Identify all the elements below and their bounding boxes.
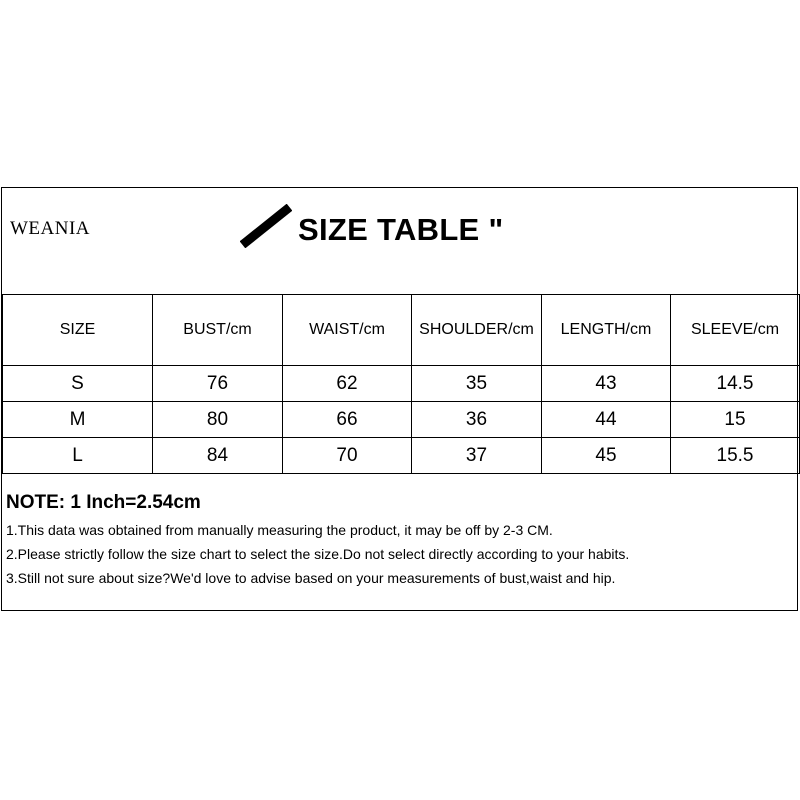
table-cell: 80 — [153, 402, 283, 438]
table-header-row — [3, 295, 800, 366]
table-cell: 43 — [542, 366, 671, 402]
page-title: SIZE TABLE " — [298, 212, 504, 247]
table-cell: 70 — [283, 438, 412, 474]
column-header-shoulder: SHOULDER/cm — [412, 295, 542, 366]
table-cell: 37 — [412, 438, 542, 474]
table-cell: 14.5 — [671, 366, 800, 402]
table-cell: 44 — [542, 402, 671, 438]
size-chart-frame — [1, 187, 798, 611]
column-header-waist: WAIST/cm — [283, 295, 412, 366]
table-cell: L — [3, 438, 153, 474]
column-header-bust: BUST/cm — [153, 295, 283, 366]
table-cell: 36 — [412, 402, 542, 438]
brand-logo: WEANIA — [10, 218, 91, 239]
slash-mark-icon — [240, 204, 292, 248]
column-header-sleeve: SLEEVE/cm — [671, 295, 800, 366]
table-cell: 76 — [153, 366, 283, 402]
table-cell: M — [3, 402, 153, 438]
table-cell: S — [3, 366, 153, 402]
table-cell: 66 — [283, 402, 412, 438]
table-row — [3, 366, 800, 402]
table-row — [3, 438, 800, 474]
table-cell: 62 — [283, 366, 412, 402]
notes-section — [6, 492, 796, 594]
note-title: NOTE: 1 Inch=2.54cm — [6, 492, 201, 513]
note-line: 2.Please strictly follow the size chart to select the size.Do not select directly according to your habits. — [6, 546, 630, 562]
table-row — [3, 402, 800, 438]
table-cell: 84 — [153, 438, 283, 474]
table-cell: 45 — [542, 438, 671, 474]
column-header-length: LENGTH/cm — [542, 295, 671, 366]
table-cell: 15 — [671, 402, 800, 438]
table-cell: 35 — [412, 366, 542, 402]
table-cell: 15.5 — [671, 438, 800, 474]
column-header-size: SIZE — [3, 295, 153, 366]
note-line: 3.Still not sure about size?We'd love to advise based on your measurements of bust,waist and hip. — [6, 570, 616, 586]
note-line: 1.This data was obtained from manually measuring the product, it may be off by 2-3 CM. — [6, 522, 553, 538]
header — [2, 188, 797, 295]
size-table — [2, 294, 800, 474]
